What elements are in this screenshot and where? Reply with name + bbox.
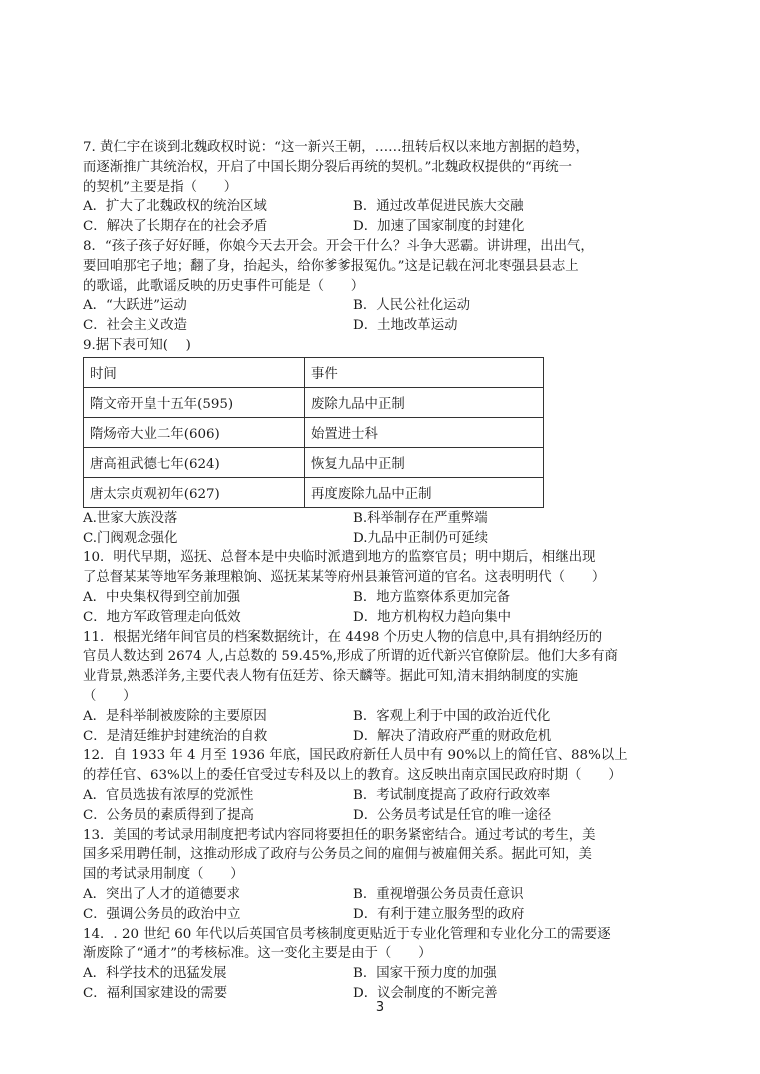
table-row [84,417,544,447]
option-b: B．国家干预力度的加强 [353,966,497,982]
option-row [83,316,683,336]
option-d: D．加速了国家制度的封建化 [353,219,525,235]
option-row [83,197,683,217]
option-row [83,296,683,316]
question-text: 的荐任官、63%以上的委任官受过专科及以上的教育。这反映出南京国民政府时期（ ） [83,768,622,784]
option-row [83,509,683,529]
option-c: C．公务员的素质得到了提高 [83,807,254,823]
option-row [83,529,683,549]
option-b: B．考试制度提高了政府行政效率 [353,787,551,803]
option-a: A．是科举制被废除的主要原因 [83,708,267,724]
option-c: C．解决了长期存在的社会矛盾 [83,219,268,235]
option-b: B．重视增强公务员责任意识 [353,886,524,902]
option-c: C．地方军政管理走向低效 [83,609,241,625]
question-text: 7. 黄仁宇在谈到北魏政权时说：“这一新兴王朝，……扭转后权以来地方割据的趋势， [83,140,589,155]
option-d: D．土地改革运动 [353,318,458,334]
question-8 [83,237,683,336]
table-cell: 隋炀帝大业二年(606) [84,417,305,447]
question-text: 8．“孩子孩子好好睡，你娘今天去开会。开会干什么？斗争大恶霸。讲讲理，出出气， [83,238,594,254]
option-a: A．科学技术的迅猛发展 [83,966,227,982]
table-header-time: 时间 [84,357,305,387]
option-d: D．地方机构权力趋向集中 [353,609,512,625]
question-text: 渐废除了“通才”的考核标准。这一变化主要是由于（ ） [83,946,432,962]
table-cell: 唐太宗贞观初年(627) [84,477,305,507]
option-a: A．突出了人才的道德要求 [83,886,240,902]
question-text: 的契机”主要是指（ ） [83,179,238,195]
option-c: C．强调公务员的政治中立 [83,906,241,922]
question-text: 业背景,熟悉洋务,主要代表人物有伍廷芳、徐天麟等。据此可知,清末捐纳制度的实施 [83,669,578,685]
question-text: 而逐渐推广其统治权，开启了中国长期分裂后再统的契机。”北魏政权提供的“再统一 [83,159,573,175]
question-text: （ ） [83,688,137,704]
question-text: 13．美国的考试录用制度把考试内容同将要担任的职务紧密结合。通过考试的考生，美 [83,827,596,843]
option-a: A．中央集权得到空前加强 [83,589,240,605]
option-b: B．地方监察体系更加完备 [353,589,511,605]
option-a: A．“大跃进”运动 [83,298,187,314]
question-text: 要回咱那宅子地；翻了身，抬起头，给你爹爹报冤仇。”这是记载在河北枣强县县志上 [83,258,579,274]
question-text: 9.据下表可知( ) [83,337,191,353]
option-a: A．官员选拔有浓厚的党派性 [83,787,254,803]
option-row [83,707,683,727]
question-12 [83,746,683,825]
option-c: C．社会主义改造 [83,318,187,334]
question-7 [83,138,683,237]
question-text: 官员人数达到 2674 人,占总数的 59.45%,形成了所谓的近代新兴官僚阶层。他们大多有商 [83,649,618,665]
option-b: B．客观上利于中国的政治近代化 [353,708,551,724]
question-text: 的歌谣，此歌谣反映的历史事件可能是（ ） [83,278,365,294]
option-b: B．人民公社化运动 [353,298,470,314]
table-row [84,477,544,507]
table-header-event: 事件 [305,357,544,387]
option-row [83,217,683,237]
question-9 [83,336,683,548]
question-text: 12．自 1933 年 4 月至 1936 年底，国民政府新任人员中有 90%以上的简任官、88%以上 [83,748,628,764]
option-d: D．议会制度的不断完善 [353,985,498,1001]
table-row [84,387,544,417]
table-cell: 唐高祖武德七年(624) [84,447,305,477]
question-13 [83,826,683,925]
option-c: C．是清廷维护封建统治的自救 [83,728,268,744]
question-text: 国多采用聘任制，这推动形成了政府与公务员之间的雇佣与被雇佣关系。据此可知，美 [83,847,592,863]
option-row [83,727,683,747]
option-a: A．扩大了北魏政权的统治区域 [83,199,267,215]
question-11 [83,628,683,747]
history-table [83,357,544,508]
table-cell: 恢复九品中正制 [305,447,544,477]
option-d: D.九品中正制仍可延续 [353,530,489,546]
table-cell: 隋文帝开皇十五年(595) [84,387,305,417]
table-row [84,447,544,477]
option-row [83,608,683,628]
question-text: 11．根据光绪年间官员的档案数据统计，在 4498 个历史人物的信息中,具有捐纳经历的 [83,629,603,645]
option-row [83,588,683,608]
question-14 [83,925,683,1004]
table-cell: 废除九品中正制 [305,387,544,417]
exam-page [83,138,683,1004]
option-c: C.门阀观念强化 [83,530,178,546]
option-a: A.世家大族没落 [83,510,178,526]
option-c: C．福利国家建设的需要 [83,985,228,1001]
question-text: 14．. 20 世纪 60 年代以后英国官员考核制度更贴近于专业化管理和专业化分工的需要逐 [83,926,611,942]
option-b: B.科举制存在严重弊端 [353,510,488,526]
option-d: D．公务员考试是任官的唯一途径 [353,807,552,823]
question-text: 了总督某某等地军务兼理粮饷、巡抚某某等府州县兼管河道的官名。这表明明代（ ） [83,570,606,586]
option-b: B．通过改革促进民族大交融 [353,199,524,215]
question-10 [83,548,683,627]
option-row [83,905,683,925]
table-cell: 始置进士科 [305,417,544,447]
option-row [83,964,683,984]
table-header-row [84,357,544,387]
option-row [83,786,683,806]
option-d: D．解决了清政府严重的财政危机 [353,728,552,744]
question-text: 国的考试录用制度（ ） [83,867,244,883]
question-text: 10．明代早期，巡抚、总督本是中央临时派遣到地方的监察官员；明中期后，相继出现 [83,550,596,566]
option-row [83,885,683,905]
option-d: D．有利于建立服务型的政府 [353,906,525,922]
option-row [83,806,683,826]
table-cell: 再度废除九品中正制 [305,477,544,507]
page-number: 3 [375,1000,385,1015]
